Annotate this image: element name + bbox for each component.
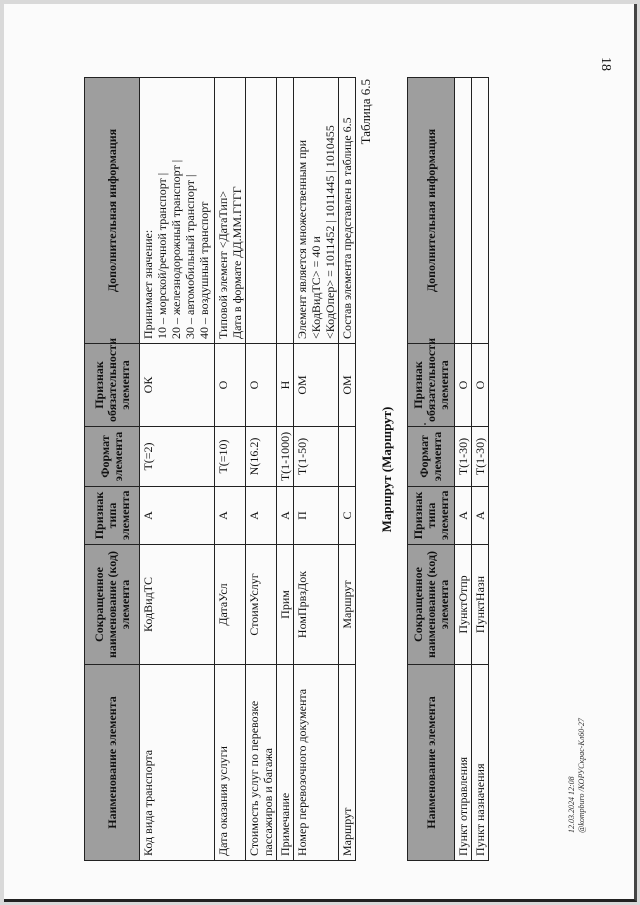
cell-info — [472, 78, 489, 344]
info-line: Элемент является множественным при — [295, 139, 309, 339]
table-row — [294, 78, 339, 861]
info-line: 10 – морской/речной транспорт | — [155, 172, 169, 339]
cell-req: О — [455, 344, 472, 427]
table-row — [277, 78, 294, 861]
cell-info — [246, 78, 277, 344]
info-line: 20 – железнодорожный транспорт | — [169, 159, 183, 339]
table2-header-row — [408, 78, 455, 861]
cell-format: T(=2) — [140, 427, 215, 487]
cell-name: Дата оказания услуги — [215, 665, 246, 861]
cell-type: С — [339, 487, 356, 545]
cell-abbr: СтоимУслуг — [246, 545, 277, 665]
cell-type: А — [246, 487, 277, 545]
cell-name: Пункт отправления — [455, 665, 472, 861]
table-row — [472, 78, 489, 861]
cell-name: Пункт назначения — [472, 665, 489, 861]
cell-format: N(16.2) — [246, 427, 277, 487]
header-format: Формат элемента — [85, 427, 140, 487]
cell-req: О — [472, 344, 489, 427]
cell-info — [140, 78, 215, 344]
header-name: Наименование элемента — [408, 665, 455, 861]
cell-info — [339, 78, 356, 344]
cell-format — [339, 427, 356, 487]
cell-type: А — [277, 487, 294, 545]
table-row — [455, 78, 472, 861]
page-number: 18 — [598, 57, 613, 71]
cell-req: О — [246, 344, 277, 427]
header-req: Признак обязательности элемента — [408, 344, 455, 427]
cell-name: Номер перевозочного документа — [294, 665, 339, 861]
cell-info — [455, 78, 472, 344]
table-row — [140, 78, 215, 861]
cell-abbr: КодВидТС — [140, 545, 215, 665]
route-table — [407, 77, 489, 861]
cell-name: Маршрут — [339, 665, 356, 861]
elements-table — [84, 77, 356, 861]
header-abbr: Сокращенное наименование (код) элемента — [408, 545, 455, 665]
info-line: 30 – автомобильный транспорт | — [183, 174, 197, 339]
stamp-line: 12.03.2024 12:08 — [567, 776, 576, 833]
info-line: <КодОпер> = 1011452 | 1011445 | 1010455 — [323, 125, 337, 339]
scan-speck — [424, 423, 426, 425]
document-page — [4, 4, 637, 902]
info-line: Дата в формате ДД.ММ.ГГГГ — [230, 186, 244, 339]
cell-abbr: ПунктОтпр — [455, 545, 472, 665]
cell-req: ОМ — [294, 344, 339, 427]
info-line: 40 – воздушный транспорт — [197, 201, 211, 339]
table-row — [246, 78, 277, 861]
header-abbr: Сокращенное наименование (код) элемента — [85, 545, 140, 665]
cell-name: Стоимость услуг по перевозке пассажиров и багажа — [246, 665, 277, 861]
cell-type: А — [472, 487, 489, 545]
cell-format: T(1-30) — [455, 427, 472, 487]
table1-header-row — [85, 78, 140, 861]
cell-format: T(1-1000) — [277, 427, 294, 487]
cell-abbr: ПунктНазн — [472, 545, 489, 665]
cell-abbr: НомПрвзДок — [294, 545, 339, 665]
cell-req: ОК — [140, 344, 215, 427]
info-line: Типовой элемент <ДатаТип> — [216, 190, 230, 339]
cell-name: Примечание — [277, 665, 294, 861]
table2-title: Маршрут (Маршрут) — [379, 406, 394, 533]
rotated-content — [4, 4, 637, 902]
cell-req: О — [215, 344, 246, 427]
cell-abbr: ДатаУсл — [215, 545, 246, 665]
table-row — [215, 78, 246, 861]
cell-name: Код вида транспорта — [140, 665, 215, 861]
print-stamp — [567, 718, 587, 833]
cell-type: А — [455, 487, 472, 545]
cell-abbr: Прим — [277, 545, 294, 665]
header-info: Дополнительная информация — [85, 78, 140, 344]
cell-abbr: Маршрут — [339, 545, 356, 665]
info-line: Состав элемента представлен в таблице 6.5 — [340, 117, 354, 339]
cell-info — [215, 78, 246, 344]
cell-type: П — [294, 487, 339, 545]
cell-format: T(1-50) — [294, 427, 339, 487]
info-line: <КодВидТС> = 40 и — [309, 236, 323, 339]
cell-type: А — [140, 487, 215, 545]
stamp-line: @kompburo /КОРУСкрас-Кл60-27 — [577, 718, 586, 833]
header-req: Признак обязательности элемента — [85, 344, 140, 427]
cell-req: Н — [277, 344, 294, 427]
cell-type: А — [215, 487, 246, 545]
header-format: Формат элемента — [408, 427, 455, 487]
cell-info — [277, 78, 294, 344]
table-row — [339, 78, 356, 861]
cell-info — [294, 78, 339, 344]
header-name: Наименование элемента — [85, 665, 140, 861]
cell-req: ОМ — [339, 344, 356, 427]
cell-format: T(1-30) — [472, 427, 489, 487]
info-line: Принимает значение: — [141, 229, 155, 339]
table-caption: Таблица 6.5 — [358, 79, 373, 145]
header-type: Признак типа элемента — [85, 487, 140, 545]
header-type: Признак типа элемента — [408, 487, 455, 545]
header-info: Дополнительная информация — [408, 78, 455, 344]
cell-format: T(=10) — [215, 427, 246, 487]
